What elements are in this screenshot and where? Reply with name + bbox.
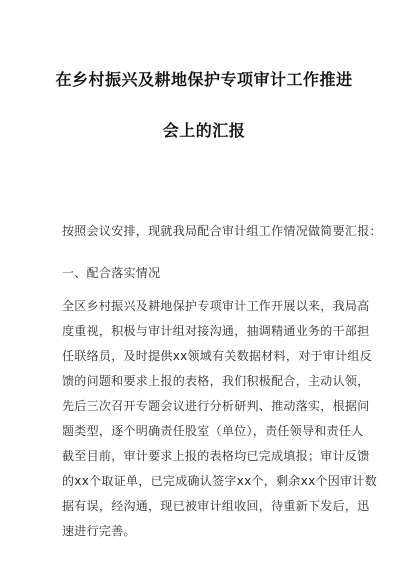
document-title-line-2: 会上的汇报 [162,121,246,140]
body-line: 的xx个取证单，已完成确认签字xx个，剩余xx个因审计数 [62,474,378,488]
body-line: 先后三次召开专题会议进行分析研判、推动落实，根据问 [62,399,370,413]
body-line: 速进行完善。 [62,524,136,538]
body-line: 全区乡村振兴及耕地保护专项审计工作开展以来，我局高 [62,299,370,313]
body-line: 任联络员，及时提供xx领域有关数据材料，对于审计组反 [62,349,373,363]
body-line: 据有误，经沟通，现已被审计组收回，待重新下发后，迅 [62,499,370,513]
body-line: 截至目前，审计要求上报的表格均已完成填报；审计反馈 [62,449,370,463]
document-title-line-1: 在乡村振兴及耕地保护专项审计工作推进 [55,70,353,89]
section-heading: 一、配合落实情况 [62,266,161,280]
body-line: 馈的问题和要求上报的表格，我们积极配合，主动认领， [62,374,370,388]
body-line: 题类型，逐个明确责任股室（单位），责任领导和责任人 [62,424,364,438]
intro-paragraph: 按照会议安排，现就我局配合审计组工作情况做简要汇报： [62,224,382,238]
body-line: 度重视，积极与审计组对接沟通，抽调精通业务的干部担 [62,324,370,338]
